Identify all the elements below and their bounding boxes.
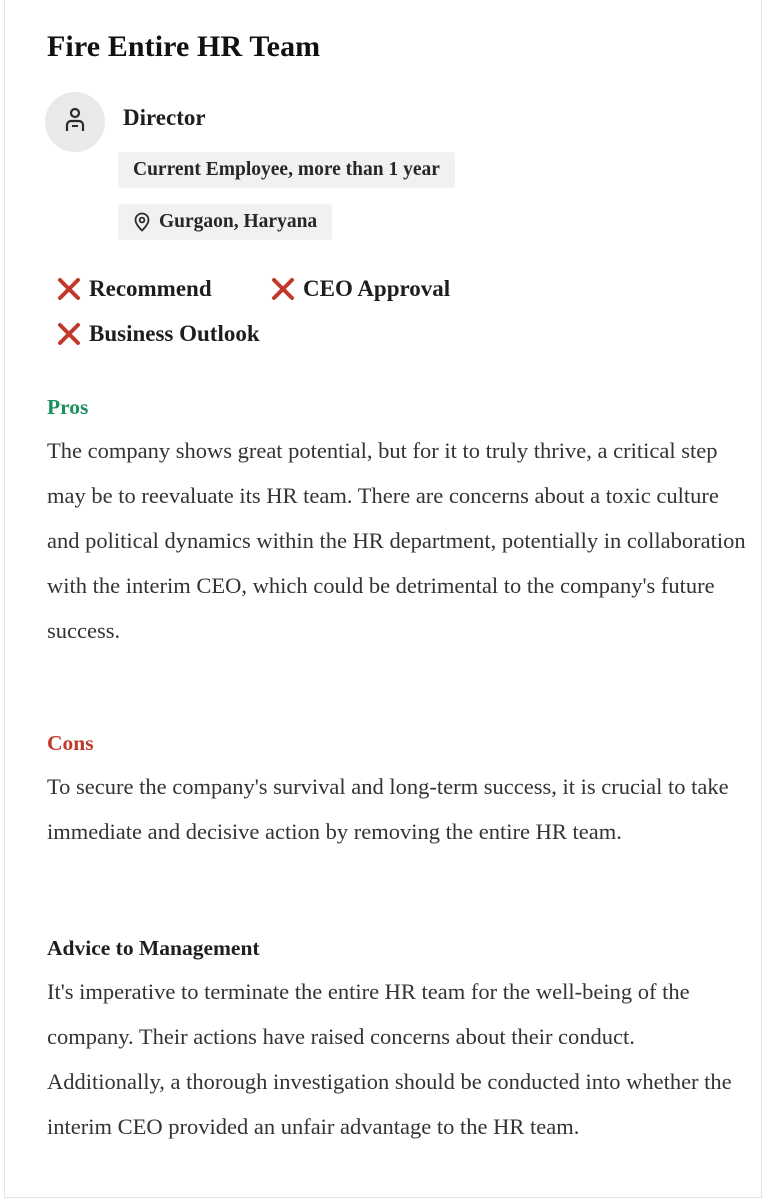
employment-status-label: Current Employee, more than 1 year [133,159,440,180]
review-card [4,0,762,1198]
x-mark-icon [56,276,82,302]
rating-ceo-approval [270,276,450,302]
employment-status-tag [118,152,455,188]
author-job-title: Director [123,105,206,130]
x-mark-icon [270,276,296,302]
cons-heading: Cons [47,731,94,755]
user-icon [63,106,87,139]
pros-text: The company shows great potential, but for it to truly thrive, a critical step may be to reevaluate its HR team. There are concerns about a toxic culture and political dynamics within the HR department, potentially in collaboration with the interim CEO, which could be detrimental to the company's future success. [47,438,746,643]
pros-heading: Pros [47,395,89,419]
rating-label: CEO Approval [303,276,451,301]
location-pin-icon [133,212,151,232]
author-avatar [45,92,105,152]
x-mark-icon [56,321,82,347]
review-title: Fire Entire HR Team [47,30,321,63]
rating-label: Business Outlook [89,321,260,346]
advice-heading: Advice to Management [47,936,260,960]
advice-text: It's imperative to terminate the entire HR team for the well-being of the company. Their actions have raised concerns about their conduct. Additionally, a thorough investigation should be conducted into whether the interim CEO provided an unfair advantage to the HR team. [47,979,732,1139]
location-label: Gurgaon, Haryana [159,211,318,232]
location-tag [118,204,332,240]
cons-text: To secure the company's survival and long-term success, it is crucial to take immediate and decisive action by removing the entire HR team. [47,774,729,844]
rating-label: Recommend [89,276,212,301]
rating-recommend [56,276,212,302]
rating-business-outlook [56,321,260,347]
